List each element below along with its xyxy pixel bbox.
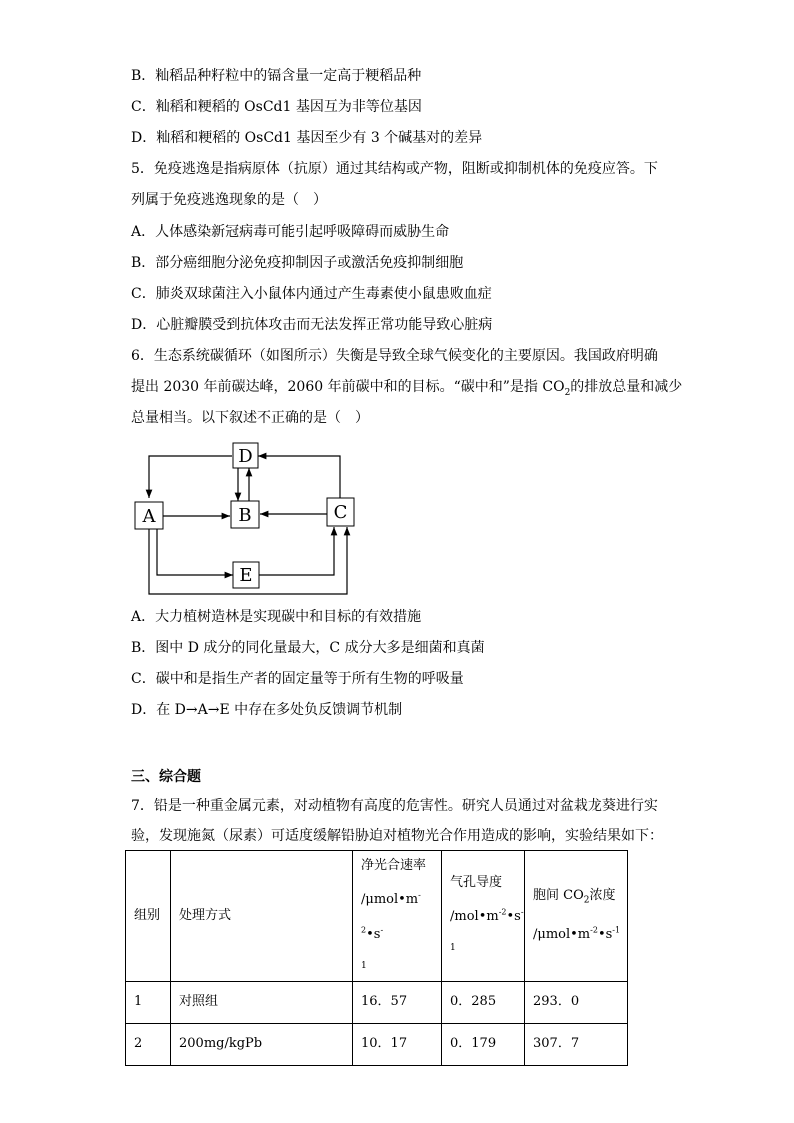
q4-option-d: D．籼稻和粳稻的 OsCd1 基因至少有 3 个碱基对的差异 (131, 130, 483, 146)
row2-net-rate: 10．17 (353, 1023, 442, 1065)
stomatal-unit-wrap: 1 (450, 943, 456, 954)
q7-results-table (125, 850, 628, 1066)
row1-group: 1 (126, 981, 171, 1023)
q4-option-b: B．籼稻品种籽粒中的镉含量一定高于粳稻品种 (131, 68, 422, 84)
header-co2-name (533, 888, 616, 906)
q6-stem-line2 (131, 377, 682, 403)
row1-co2: 293．0 (525, 981, 628, 1023)
q6-option-d: D．在 D→A→E 中存在多处负反馈调节机制 (131, 702, 403, 718)
header-stomatal-unit (450, 909, 524, 924)
net-rate-unit-wrap: 1 (361, 960, 367, 971)
q6-stem-line1: 6．生态系统碳循环（如图所示）失衡是导致全球气候变化的主要原因。我国政府明确 (131, 348, 658, 364)
row1-net-rate: 16．57 (353, 981, 442, 1023)
row1-stomatal: 0．285 (442, 981, 525, 1023)
header-stomatal-name: 气孔导度 (450, 875, 503, 891)
table-row (126, 981, 628, 1023)
node-a-label: A (142, 506, 156, 527)
co2-unit-sup: -2 (590, 925, 598, 935)
net-rate-unit-b: •s (366, 926, 381, 942)
header-treatment: 处理方式 (171, 851, 353, 982)
header-stomatal (442, 851, 525, 982)
arrow-a-to-e (157, 529, 233, 575)
header-net-rate (353, 851, 442, 982)
arrow-e-to-c (259, 527, 334, 575)
node-e-label: E (239, 565, 253, 586)
co2-unit-sup2: -1 (612, 925, 621, 935)
q7-stem-line2: 验，发现施氮（尿素）可适度缓解铅胁迫对植物光合作用造成的影响，实验结果如下： (131, 828, 663, 844)
q6-option-a: A．大力植树造林是实现碳中和目标的有效措施 (131, 609, 422, 625)
co2-name-b: 浓度 (589, 888, 616, 904)
header-co2-unit (533, 927, 620, 942)
row2-stomatal: 0．179 (442, 1023, 525, 1065)
arrow-d-to-a (149, 456, 232, 498)
row2-treatment: 200mg/kgPb (171, 1023, 353, 1065)
stomatal-unit-sup: -2 (498, 908, 507, 918)
node-c-label: C (333, 502, 348, 523)
table-header-row (126, 851, 628, 982)
net-rate-unit-sup: -2 (361, 891, 421, 935)
co2-name-sub: 2 (583, 895, 590, 906)
q6-option-c: C．碳中和是指生产者的固定量等于所有生物的呼吸量 (131, 671, 464, 687)
header-co2 (525, 851, 628, 982)
co2-unit-a: /μmol•m (533, 927, 591, 943)
q4-option-c: C．籼稻和粳稻的 OsCd1 基因互为非等位基因 (131, 99, 422, 115)
q6-stem-line2-end: 的排放总量和减少 (570, 379, 683, 395)
co2-name-a: 胞间 CO (533, 888, 584, 904)
arrow-c-to-d (258, 456, 340, 498)
q5-option-c: C．肺炎双球菌注入小鼠体内通过产生毒素使小鼠患败血症 (131, 286, 492, 302)
row1-treatment: 对照组 (171, 981, 353, 1023)
q5-option-b: B．部分癌细胞分泌免疫抑制因子或激活免疫抑制细胞 (131, 255, 464, 271)
stomatal-unit-sup2: - (520, 908, 524, 918)
carbon-cycle-diagram (125, 436, 365, 600)
q5-option-a: A．人体感染新冠病毒可能引起呼吸障碍而威胁生命 (131, 224, 450, 240)
node-d-label: D (238, 446, 253, 467)
q6-stem-line3: 总量相当。以下叙述不正确的是（ ） (131, 410, 369, 426)
q5-option-d: D．心脏瓣膜受到抗体攻击而无法发挥正常功能导致心脏病 (131, 317, 493, 333)
net-rate-unit-a: /μmol•m (361, 892, 419, 908)
co2-unit-b: •s (597, 927, 613, 943)
stomatal-unit-a: /mol•m (450, 909, 499, 925)
header-net-rate-unit (361, 892, 421, 941)
section-3-title: 三、综合题 (131, 769, 201, 785)
row2-group: 2 (126, 1023, 171, 1065)
header-group: 组别 (126, 851, 171, 982)
q6-co2-subscript: 2 (564, 387, 571, 398)
row2-co2: 307．7 (525, 1023, 628, 1065)
q6-option-b: B．图中 D 成分的同化量最大，C 成分大多是细菌和真菌 (131, 640, 485, 656)
q6-stem-line2-text: 提出 2030 年前碳达峰，2060 年前碳中和的目标。“碳中和”是指 CO (131, 379, 565, 395)
q7-stem-line1: 7．铅是一种重金属元素，对动植物有高度的危害性。研究人员通过对盆栽龙葵进行实 (131, 798, 658, 814)
q5-stem-line2: 列属于免疫逃逸现象的是（ ） (131, 192, 327, 208)
stomatal-unit-b: •s (506, 909, 521, 925)
node-b-label: B (238, 505, 252, 526)
q5-stem-line1: 5．免疫逃逸是指病原体（抗原）通过其结构或产物，阻断或抑制机体的免疫应答。下 (131, 161, 658, 177)
table-row (126, 1023, 628, 1065)
header-net-rate-name: 净光合速率 (361, 858, 427, 873)
net-rate-unit-sup2: - (380, 925, 384, 935)
